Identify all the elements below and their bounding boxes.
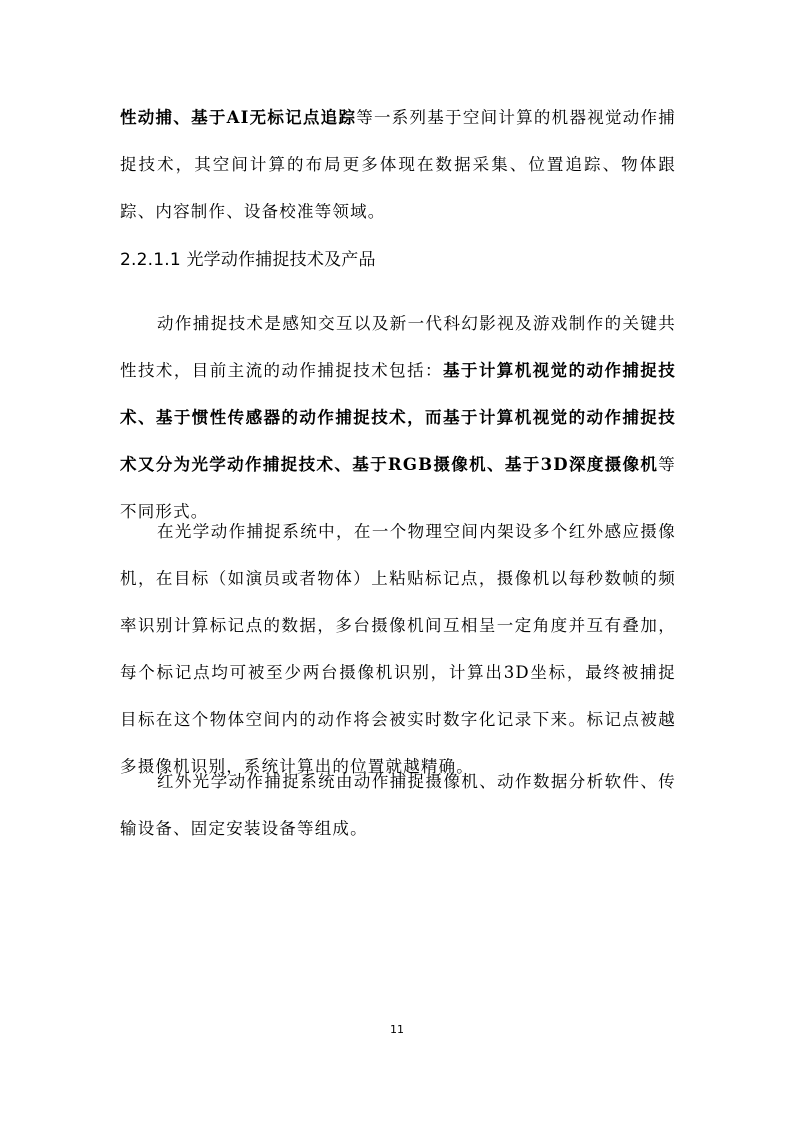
body-text: 等一系列基于空间计算的机器视觉动作捕捉技术，其空间计算的布局更多体现在数据采集、位置追踪、物体跟踪、内容制作、设备校准等领域。 <box>120 108 676 221</box>
bold-text: 基于计算机视觉的动作捕捉技术、基于惯性传感器的动作捕捉技术，而基于计算机视觉的动作捕捉技术又分为光学动作捕捉技术、基于RGB摄像机、基于3D深度摄像机 <box>120 361 676 474</box>
paragraph-optical-system: 在光学动作捕捉系统中，在一个物理空间内架设多个红外感应摄像机，在目标（如演员或者物体）上粘贴标记点，摄像机以每秒数帧的频率识别计算标记点的数据，多台摄像机间互相呈一定角度并互有叠加，每个标记点均可被至少两台摄像机识别，计算出3D坐标，最终被捕捉目标在这个物体空间内的动作将会被实时数字化记录下来。标记点被越多摄像机识别，系统计算出的位置就越精确。 <box>120 522 676 776</box>
paragraph-motion-capture-intro <box>120 300 676 535</box>
bold-text: 性动捕、基于AI无标记点追踪 <box>120 108 357 127</box>
body-text: 动作捕捉技术是感知交互以及新一代科幻影视及游戏制作的关键共性技术，目前主流的动作捕捉技术包括： <box>120 314 676 380</box>
page-number: 11 <box>390 1023 404 1036</box>
paragraph-infrared-system: 红外光学动作捕捉系统由动作捕捉摄像机、动作数据分析软件、传输设备、固定安装设备等组成。 <box>120 772 676 838</box>
body-text: 等不同形式。 <box>120 455 676 521</box>
paragraph-continued <box>120 94 676 235</box>
section-heading: 2.2.1.1 光学动作捕捉技术及产品 <box>120 250 376 270</box>
